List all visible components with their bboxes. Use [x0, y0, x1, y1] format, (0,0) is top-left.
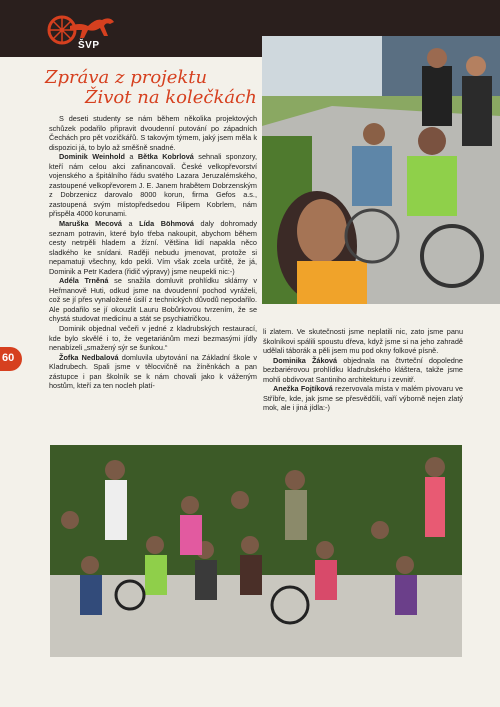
- page-number: 60: [2, 352, 15, 364]
- paragraph: S deseti studenty se nám během několika projektových schůzek podařilo připravit dvoudenní putování po západních Čechách pro pět vozíčkářů. S takovým týmem, jaký jsem měla k dispozici já, to bylo až směšně snadné.: [49, 114, 257, 152]
- name-highlight: Žofka Nedbalová: [59, 352, 119, 362]
- name-highlight: Anežka Fojtíková: [273, 384, 333, 394]
- paragraph: Adéla Trněná se snažila domluvit prohlídku sklárny v Heřmanově Huti, odkud jsme na dvoudenní pochod vyráželi, což se jí přes vynaložené úsilí z technických důvodů nepodařilo. Ale podařilo se jí okouzlit Lauru Bobůrkovou tvrzením, že se chystá studovat medicínu a stát se psychiatričkou.: [49, 276, 257, 324]
- photo-group-portrait: [50, 445, 462, 657]
- name-highlight: Maruška Mecová: [59, 219, 122, 229]
- title-line-2: Život na kolečkách: [85, 87, 257, 108]
- paragraph: Maruška Mecová a Lída Böhmová daly dohromady seznam potravin, které bylo třeba nakoupit, abychom během cesty netrpěli hladem a žízní. Většina lidí napakla něco sladkého ke snídani. Raději nebudu jmenovat, protože si nepamatuji všechny, kdo pekli. Vím však zcela určitě, že já, Dominik a Petr Kadera (řidič výpravy) jsme neupekli nic:-): [49, 219, 257, 276]
- paragraph: Dominik Weinhold a Bětka Kobrlová sehnali sponzory, kteří nám celou akci zafinancovali. České velkopřevorství vojenského a špitálního řádu svatého Lazara Jeruzalémského, zastoupené velkopřevorem J. E. Janem hrabětem Dobrzenským z Dobrzenicz darovalo 8000 korun, firma Gefos a.s., zastoupená svým místopředsedou Filipem Kobrlem, nám přispěla 4000 korunami.: [49, 152, 257, 219]
- paragraph: Anežka Fojtíková rezervovala místa v malém pivovaru ve Stříbře, kde, jak jsme se přesvědčili, vaří výborně nejen zlatý mok, ale i jiná jídla:-): [263, 384, 463, 413]
- photo-group-with-wheelchairs: [262, 36, 500, 304]
- name-highlight: Bětka Kobrlová: [137, 152, 194, 162]
- name-highlight: Lída Böhmová: [139, 219, 194, 229]
- article-title: [45, 68, 265, 108]
- name-highlight: Dominika Žáková: [273, 355, 338, 365]
- paragraph: Dominika Žáková objednala na čtvrteční dopoledne bezbariérovou prohlídku kladrubského kláštera, takže jsme mohli obdivovat Santiniho architekturu i zevnitř.: [263, 355, 463, 384]
- article-column-2: [263, 327, 463, 413]
- name-highlight: Dominik Weinhold: [59, 152, 125, 162]
- title-line-1: Zpráva z projektu: [45, 67, 208, 88]
- section-label: ŠVP: [78, 40, 100, 51]
- paragraph: Žofka Nedbalová domluvila ubytování na Základní škole v Kladrubech. Spali jsme v tělocvičně na žíněnkách a pan zástupce i pan školník se k nám chovali jako k váženým hostům, kteří za ten nocleh platí-: [49, 352, 257, 391]
- name-highlight: Adéla Trněná: [59, 276, 109, 286]
- paragraph: Dominik objednal večeři v jedné z kladrubských restaurací, kde bylo skvělé i to, že vegetariánům mezi bezmasými jídly nenabízeli „smažený sýr se šunkou.“: [49, 324, 257, 353]
- article-column-1: [49, 114, 257, 391]
- paragraph: li zlatem. Ve skutečnosti jsme neplatili nic, zato jsme panu školníkovi spálili spoustu dřeva, když jsme si na jeho zahradě udělali táborák a pěli jsem mu pod okny folkové písně.: [263, 327, 463, 356]
